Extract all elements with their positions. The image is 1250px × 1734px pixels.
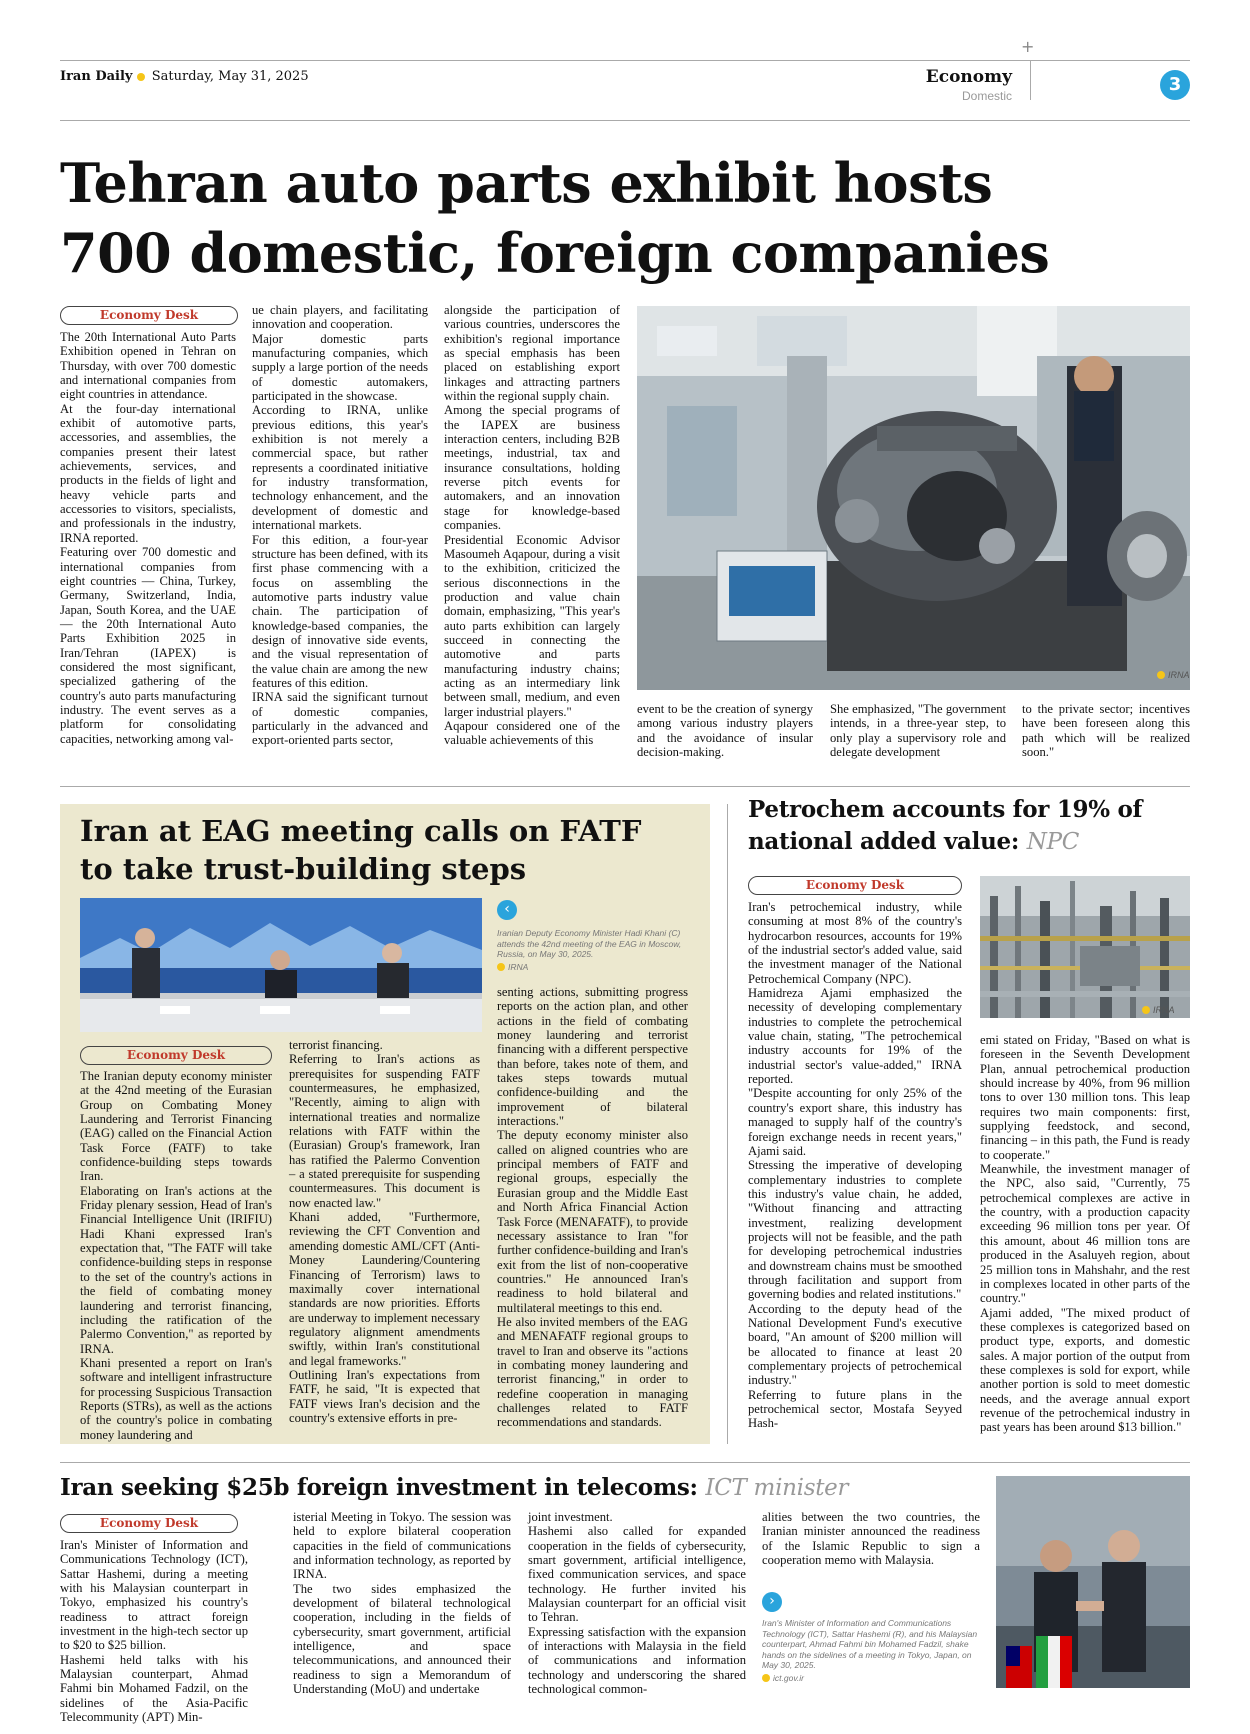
article3-column-2: emi stated on Friday, "Based on what is foreseen in the Seventh Development Plan, annual petrochemical production should increase by 40%, from 96 million tons to over 130 million tons. This leap requires two main components: first, supplying feedstock, and second, financing – in this path, the Fund is ready to cooperate." Meanwhile, the investment manager of the NPC, also said, "Currently, 75 petrochemical complexes are active in the country, with a production capacity exceeding 96 million tons per year. Of this amount, about 46 million tons are produced in the Asaluyeh region, about 25 million tons in Mahshahr, and the rest in complexes located in other parts of the country." Ajami added, "The mixed product of these complexes is categorized based on product type, exports, and domestic sales. A major portion of the output from these complexes is sold for export, while another portion is sold to meet domestic needs, and the average annual export revenue of the petrochemical industry in past years has been around $13 billion." bbox=[980, 1033, 1190, 1435]
article1-headline-line2: 700 domestic, foreign companies bbox=[60, 221, 1050, 285]
paper-name: Iran Daily bbox=[60, 69, 133, 84]
handshake-photo-illustration bbox=[996, 1476, 1190, 1688]
article4-caption-credit: ict.gov.ir bbox=[762, 1673, 980, 1684]
caption-arrow-left-icon[interactable]: ‹ bbox=[497, 900, 517, 920]
article2-column-3: senting actions, submitting progress reports on the action plan, and other actions in the field of combating money laundering and terrorist financing with a different perspective than before, takes note of them, and takes steps towards mutual confidence-building and the improvement of bilateral interactions." The deputy economy minister also called on aligned countries who are principal members of FATF and regional groups, especially the Eurasian group and the Middle East and North Africa Financial Action Task Force (MENAFATF), to provide necessary assistance to Iran "for further confidence-building and Iran's exit from the list of non-cooperative countries." He announced Iran's readiness to hold bilateral and multilateral meetings to this end. He also invited members of the EAG and MENAFATF regional groups to travel to Iran and observe its "actions in combating money laundering and terrorist financing," in order to redefine cooperation in managing challenges related to FATF recommendations and standards. bbox=[497, 985, 688, 1430]
petrochem-photo-illustration bbox=[980, 876, 1190, 1018]
article4-handshake-photo bbox=[996, 1476, 1190, 1688]
credit-dot-icon bbox=[497, 963, 505, 971]
article2-meeting-photo bbox=[80, 898, 482, 1032]
separator-dot-icon bbox=[137, 73, 145, 81]
masthead bbox=[60, 69, 309, 84]
article2-headline-line1: Iran at EAG meeting calls on FATF bbox=[80, 814, 642, 848]
article3-headline-line1: Petrochem accounts for 19% of bbox=[748, 796, 1143, 823]
article1-bottom-rule bbox=[60, 786, 1190, 787]
article2-vertical-divider bbox=[727, 804, 728, 1444]
subsection-name: Domestic bbox=[961, 89, 1012, 103]
article1-engine-photo bbox=[637, 306, 1190, 690]
article4-column-2: isterial Meeting in Tokyo. The session was held to explore bilateral cooperation capacities in the field of communications and information technology, as reported by IRNA. The two sides emphasized the development of bilateral technological cooperation, including in the fields of cybersecurity, smart government, artificial intelligence, and space telecommunications, and announced their readiness to sign a Memorandum of Understanding (MoU) and undertake bbox=[293, 1510, 511, 1697]
article2-caption-text: Iranian Deputy Economy Minister Hadi Khani (C) attends the 42nd meeting of the EAG in Moscow, Russia, on May 30, 2025. bbox=[497, 928, 682, 959]
article1-photo-credit: IRNA bbox=[1157, 670, 1190, 680]
issue-date: Saturday, May 31, 2025 bbox=[151, 69, 309, 84]
article3-column-1: Iran's petrochemical industry, while consuming at most 8% of the country's hydrocarbon resources, accounts for 19% of the industrial sector's added value, said the investment manager of the National Petrochemical Company (NPC). Hamidreza Ajami emphasized the necessity of developing complementary industries to complete the petrochemical value chain, stating, "The petrochemical industry accounts for 19% of the industrial sector's value-added," IRNA reported. "Despite accounting for only 25% of the country's export share, this industry has managed to supply half of the country's foreign exchange needs in recent years," Ajami said. Stressing the imperative of developing complementary industries to complete this industry's value chain, he added, "Without financing and attracting investment, realizing development projects will not be feasible, and the path for developing petrochemical industries and downstream chains must be smoothed through facilitation and support from governing bodies and related institutions." According to the deputy head of the National Development Fund's executive board, "An amount of $200 million will be allocated to finance at least 20 complementary projects of petrochemical industry." Referring to future plans in the petrochemical sector, Mostafa Seyyed Hash- bbox=[748, 900, 962, 1431]
article2-desk-label: Economy Desk bbox=[80, 1046, 272, 1065]
article2-photo-caption bbox=[497, 928, 687, 972]
article3-headline bbox=[748, 794, 1142, 858]
article4-column-1: Iran's Minister of Information and Communications Technology (ICT), Sattar Hashemi, during a meeting with his Malaysian counterpart in Tokyo, emphasized his country's readiness to attract foreign investment in the high-tech sector up to $20 to $25 billion. Hashemi held talks with his Malaysian counterpart, Ahmad Fahmi bin Mohamed Fadzil, on the sidelines of the Asia-Pacific Telecommunity (APT) Min- bbox=[60, 1538, 248, 1725]
header-top-rule bbox=[60, 60, 1190, 61]
article3-photo-credit: IRNA bbox=[1142, 1005, 1175, 1015]
article4-headline-source: ICT minister bbox=[705, 1475, 849, 1501]
article2-headline bbox=[80, 812, 641, 888]
header-bottom-rule bbox=[60, 120, 1190, 121]
section-name: Economy bbox=[925, 67, 1012, 87]
article3-desk-label: Economy Desk bbox=[748, 876, 962, 895]
article1-column-3: alongside the participation of various countries, underscores the exhibition's regional importance as special emphasis has been placed on establishing export linkages and attracting partners within the regional supply chain. Among the special programs of the IAPEX are business interaction centers, including B2B meetings, industrial, tax and insurance consultations, holding reverse pitch events for automakers, and an innovation stage for knowledge-based companies. Presidential Economic Advisor Masoumeh Aqapour, during a visit to the exhibition, criticized the serious disconnections in the production and value chain domain, emphasizing, "This year's auto parts exhibition can largely succeed in connecting the automotive and parts manufacturing industry chains; acting as an intermediary link between small, medium, and even larger industrial players." Aqapour considered one of the valuable achievements of this bbox=[444, 303, 620, 748]
article1-column-2: ue chain players, and facilitating innovation and cooperation. Major domestic parts manufacturing companies, which supply a large portion of the needs of domestic automakers, participated in the showcase. According to IRNA, unlike previous editions, this year's exhibition is not merely a commercial space, but rather represents a coordinated initiative for industry transformation, technology enhancement, and the development of domestic and international markets. For this edition, a four-year structure has been defined, with its first phase commencing with a focus on assembling the automotive parts industry value chain. The participation of knowledge-based companies, the design of innovative side events, and the visual representation of the value chain are among the new features of this edition. IRNA said the significant turnout of domestic companies, particularly in the advanced and export-oriented parts sector, bbox=[252, 303, 428, 748]
credit-dot-icon bbox=[762, 1674, 770, 1682]
article4-column-3: joint investment. Hashemi also called for expanded cooperation in the fields of cybersecurity, smart government, artificial intelligence, fixed communication services, and space technology. He further invited his Malaysian counterpart for an official visit to Tehran. Expressing satisfaction with the expansion of interactions with Malaysia in the field of communications and information technology and underscoring the shared technological common- bbox=[528, 1510, 746, 1697]
article3-petrochem-photo bbox=[980, 876, 1190, 1018]
article1-column-6: to the private sector; incentives have been foreseen along this path which will be realized soon." bbox=[1022, 702, 1190, 760]
article2-column-1: The Iranian deputy economy minister at the 42nd meeting of the Eurasian Group on Combating Money Laundering and Terrorist Financing (EAG) called on the Financial Action Task Force (FATF) to take confidence-building steps towards Iran. Elaborating on Iran's actions at the Friday plenary session, Head of Iran's Financial Intelligence Unit (IRIFIU) Hadi Khani expressed Iran's expectation that, "The FATF will take confidence-building steps in response to the set of the country's actions in the field of combating money laundering and terrorist financing, including the ratification of the Palermo Convention," as reported by IRNA. Khani presented a report on Iran's software and intelligent infrastructure for processing Suspicious Transaction Reports (STRs), as well as the actions of the country's police in combating money laundering and bbox=[80, 1069, 272, 1442]
meeting-photo-illustration bbox=[80, 898, 482, 1032]
article1-desk-label: Economy Desk bbox=[60, 306, 238, 325]
article1-column-4: event to be the creation of synergy among various industry players and the avoidance of insular decision-making. bbox=[637, 702, 813, 760]
article1-column-5: She emphasized, "The government intends, in a three-year step, to only play a supervisory role and delegate development bbox=[830, 702, 1006, 760]
crop-mark-icon: + bbox=[1021, 37, 1035, 56]
article4-caption-text: Iran's Minister of Information and Communications Technology (ICT), Sattar Hashemi (R), and his Malaysian counterpart, Ahmad Fahmi bin Mohamed Fadzil, shake hands on the sidelines of a meeting in Tokyo, Japan, on May 30, 2025. bbox=[762, 1618, 978, 1670]
article3-headline-source: NPC bbox=[1026, 829, 1080, 855]
article4-headline bbox=[60, 1473, 848, 1503]
article4-headline-main: Iran seeking $25b foreign investment in telecoms: bbox=[60, 1474, 706, 1501]
article4-photo-caption bbox=[762, 1618, 980, 1683]
article3-headline-line2: national added value: NPC bbox=[748, 828, 1080, 855]
credit-dot-icon bbox=[1157, 671, 1165, 679]
header-divider bbox=[1030, 60, 1031, 100]
article1-headline bbox=[60, 148, 1049, 288]
article1-headline-line1: Tehran auto parts exhibit hosts bbox=[60, 151, 993, 215]
engine-photo-illustration bbox=[637, 306, 1190, 690]
article4-column-4: alities between the two countries, the Iranian minister announced the readiness of the Islamic Republic to sign a cooperation memo with Malaysia. bbox=[762, 1510, 980, 1568]
article2-column-2: terrorist financing. Referring to Iran's actions as prerequisites for suspending FATF countermeasures, he emphasized, "Recently, aiming to align with international treaties and normalize relations with FATF within the (Eurasian) Group's framework, Iran has ratified the Palermo Convention – a stated prerequisite for suspending countermeasures. This document is now enacted law." Khani added, "Furthermore, reviewing the CFT Convention and amending domestic AML/CFT (Anti-Money Laundering/Countering Financing of Terrorism) laws to maximally cover international standards are now priorities. Efforts are underway to implement necessary regulatory alignment amendments swiftly, within Iran's constitutional and legal frameworks." Outlining Iran's expectations from FATF, he said, "It is expected that FATF views Iran's decision and the country's extensive efforts in pre- bbox=[289, 1038, 480, 1425]
article3-bottom-rule bbox=[60, 1462, 1190, 1463]
article2-headline-line2: to take trust-building steps bbox=[80, 852, 527, 886]
article4-desk-label: Economy Desk bbox=[60, 1514, 238, 1533]
page-number-badge: 3 bbox=[1160, 70, 1190, 100]
credit-dot-icon bbox=[1142, 1006, 1150, 1014]
article1-column-1: The 20th International Auto Parts Exhibition opened in Tehran on Thursday, with over 700 domestic and international companies from eight countries in attendance. At the four-day international exhibit of automotive parts, accessories, and assemblies, the companies present their latest achievements, services, and products in the fields of light and heavy vehicle parts and accessories to visitors, specialists, and professionals in the industry, IRNA reported. Featuring over 700 domestic and international companies from eight countries — China, Turkey, Germany, Switzerland, India, Japan, South Korea, and the UAE — the 20th International Auto Parts Exhibition 2025 in Iran/Tehran (IAPEX) is considered the most significant, specialized gathering of the country's auto parts manufacturing industry. The event serves as a platform for consolidating capacities, networking among val- bbox=[60, 330, 236, 746]
article2-caption-credit: IRNA bbox=[497, 962, 687, 973]
caption-arrow-right-icon[interactable]: › bbox=[762, 1592, 782, 1612]
